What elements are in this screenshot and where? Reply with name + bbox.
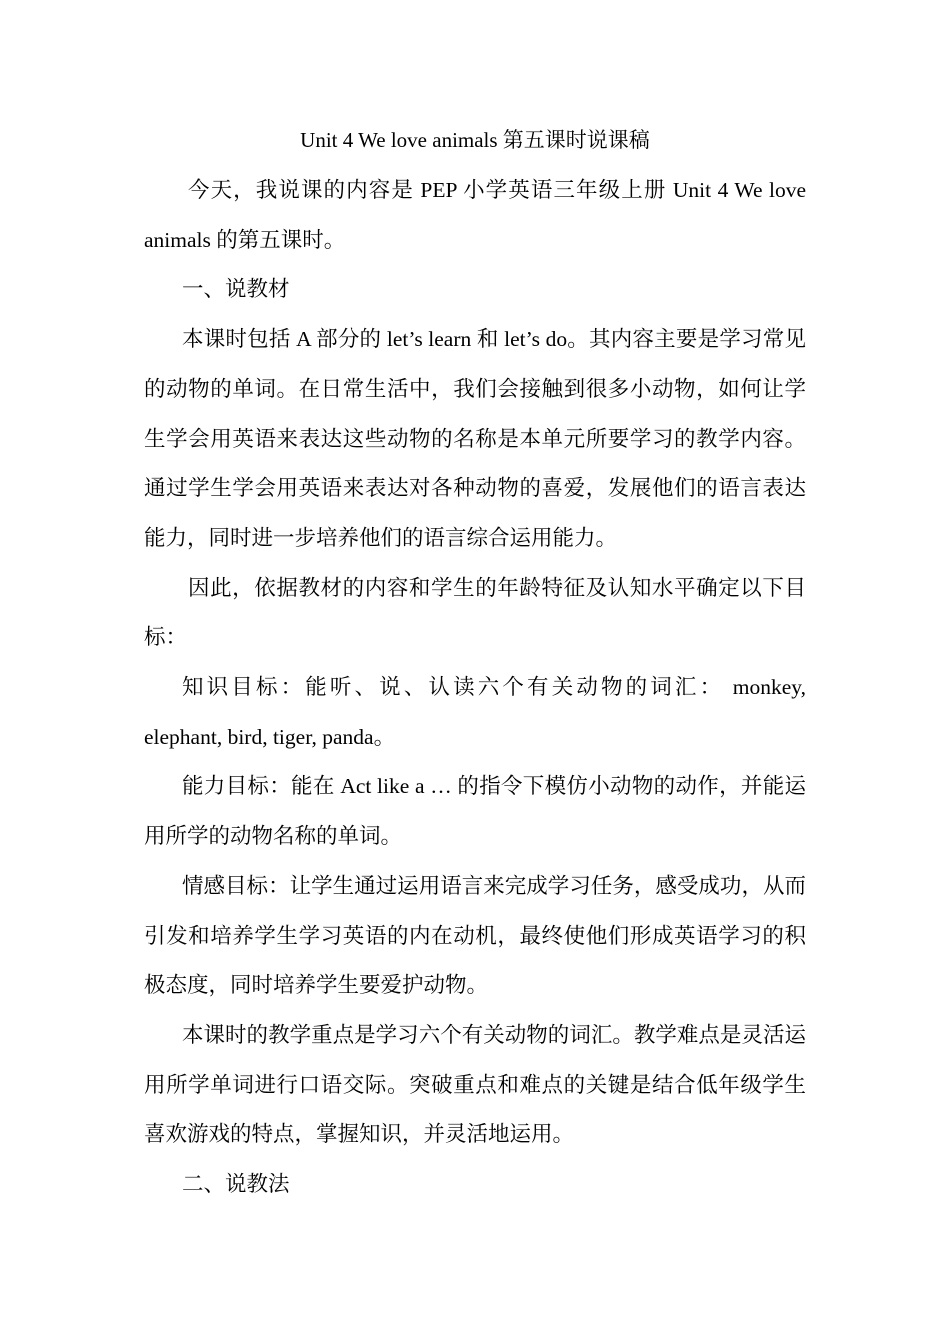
paragraph-materials: 本课时包括 A 部分的 let’s learn 和 let’s do。其内容主要是学习常见的动物的单词。在日常生活中，我们会接触到很多小动物，如何让学生学会用英语来表达这些动物的名称是本单元所要学习的教学内容。通过学生学会用英语来表达对各种动物的喜爱，发展他们的语言表达能力，同时进一步培养他们的语言综合运用能力。 (144, 327, 806, 550)
section-heading-methods: 二、说教法 (182, 1172, 290, 1197)
section-heading-materials: 一、说教材 (182, 277, 290, 302)
paragraph-emotion-goal: 情感目标：让学生通过运用语言来完成学习任务，感受成功，从而引发和培养学生学习英语的内在动机，最终使他们形成英语学习的积极态度，同时培养学生要爱护动物。 (144, 873, 806, 998)
paragraph-knowledge-goal: 知识目标：能听、说、认读六个有关动物的词汇： monkey, elephant, bird, tiger, panda。 (144, 675, 806, 749)
paragraph-objectives-intro: 因此，依据教材的内容和学生的年龄特征及认知水平确定以下目标： (144, 575, 806, 650)
document-title: Unit 4 We love animals 第五课时说课稿 (300, 128, 650, 152)
paragraph-intro: 今天，我说课的内容是 PEP 小学英语三年级上册 Unit 4 We love animals 的第五课时。 (144, 178, 806, 252)
paragraph-key-points: 本课时的教学重点是学习六个有关动物的词汇。教学难点是灵活运用所学单词进行口语交际。突破重点和难点的关键是结合低年级学生喜欢游戏的特点，掌握知识，并灵活地运用。 (144, 1022, 806, 1147)
document-body (144, 166, 806, 1210)
paragraph-ability-goal: 能力目标：能在 Act like a … 的指令下模仿小动物的动作，并能运用所学的动物名称的单词。 (144, 774, 806, 849)
